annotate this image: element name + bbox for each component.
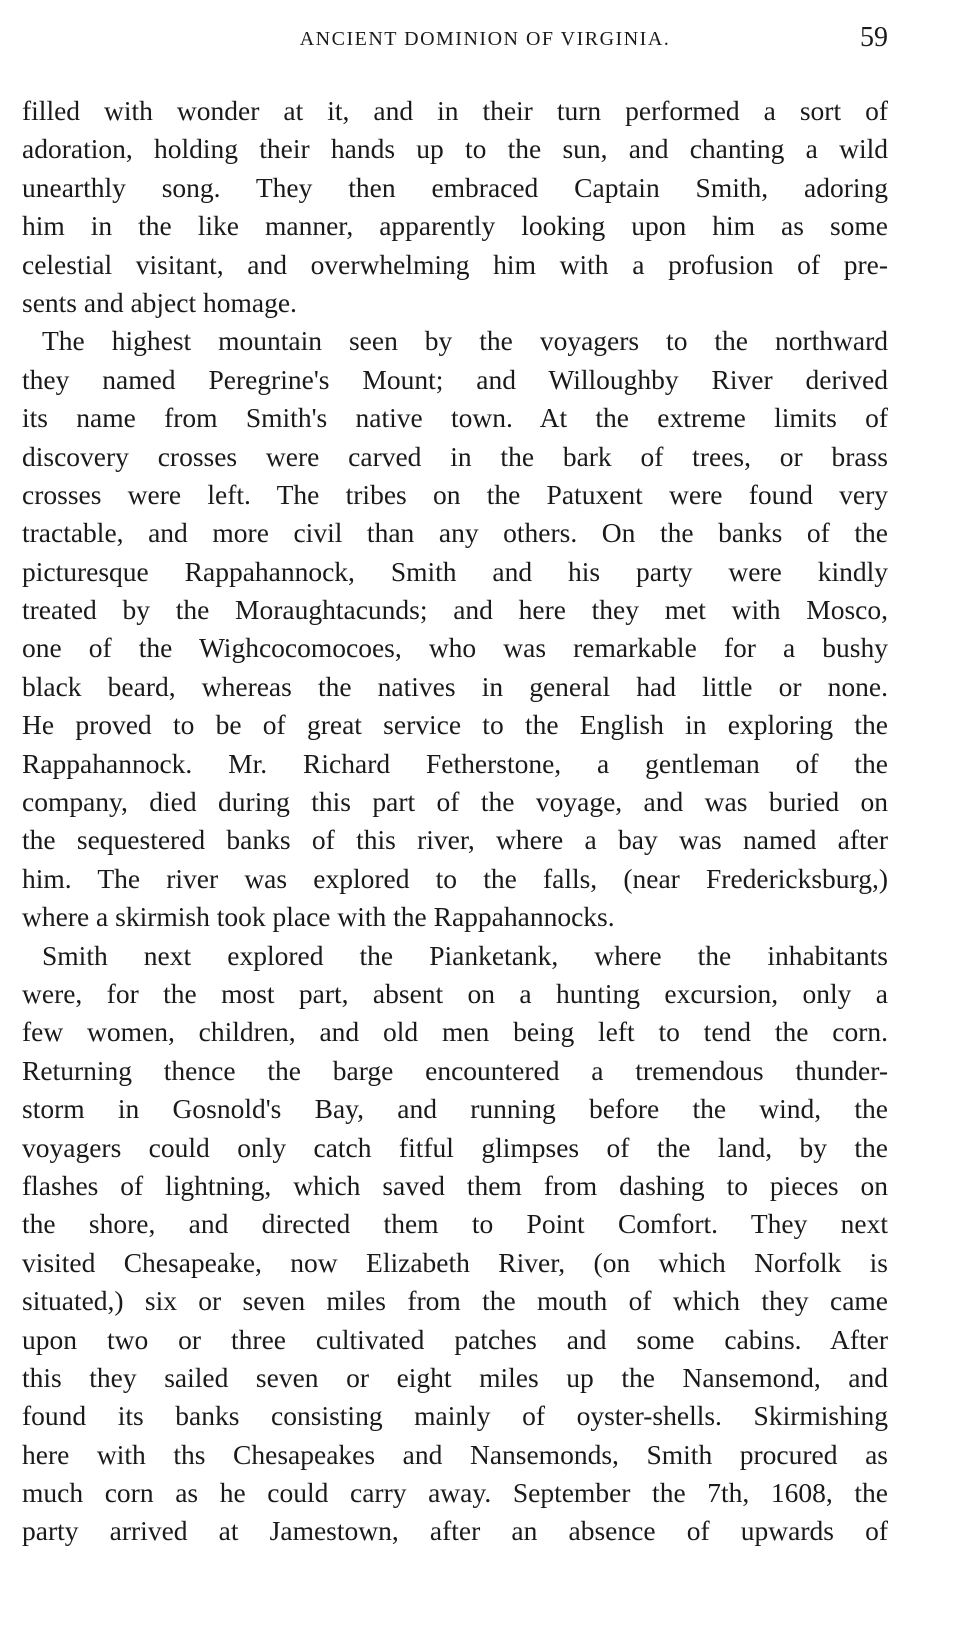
text-line: voyagers could only catch fitful glimpses of the land, by the	[22, 1131, 888, 1163]
text-line: unearthly song. They then embraced Captain Smith, adoring	[22, 171, 888, 203]
text-line: this they sailed seven or eight miles up the Nansemond, and	[22, 1361, 888, 1393]
text-line: storm in Gosnold's Bay, and running before the wind, the	[22, 1093, 888, 1125]
text-line: adoration, holding their hands up to the sun, and chanting a wild	[22, 133, 888, 165]
text-line: him in the like manner, apparently looking upon him as some	[22, 210, 888, 242]
paragraph	[22, 937, 888, 1551]
text-line: him. The river was explored to the falls, (near Fredericksburg,)	[22, 862, 888, 894]
text-line: treated by the Moraughtacunds; and here they met with Mosco,	[22, 594, 888, 626]
text-line: the sequestered banks of this river, where a bay was named after	[22, 824, 888, 856]
text-line: Returning thence the barge encountered a tremendous thunder-	[22, 1054, 888, 1086]
text-line: few women, children, and old men being left to tend the corn.	[22, 1016, 888, 1048]
text-line: discovery crosses were carved in the bark of trees, or brass	[22, 440, 888, 472]
text-line: flashes of lightning, which saved them from dashing to pieces on	[22, 1169, 888, 1201]
body-text	[22, 92, 888, 1551]
text-line: they named Peregrine's Mount; and Willoughby River derived	[22, 363, 888, 395]
text-line: situated,) six or seven miles from the mouth of which they came	[22, 1285, 888, 1317]
text-line: the shore, and directed them to Point Comfort. They next	[22, 1208, 888, 1240]
text-line: party arrived at Jamestown, after an absence of upwards of	[22, 1515, 888, 1547]
text-line: where a skirmish took place with the Rappahannocks.	[22, 901, 615, 933]
text-line: here with ths Chesapeakes and Nansemonds, Smith procured as	[22, 1438, 888, 1470]
text-line: found its banks consisting mainly of oyster-shells. Skirmishing	[22, 1400, 888, 1432]
text-line: company, died during this part of the voyage, and was buried on	[22, 786, 888, 818]
text-line: Rappahannock. Mr. Richard Fetherstone, a gentleman of the	[22, 747, 888, 779]
text-line: crosses were left. The tribes on the Patuxent were found very	[22, 478, 888, 510]
text-line: black beard, whereas the natives in general had little or none.	[22, 670, 888, 702]
text-line: visited Chesapeake, now Elizabeth River, (on which Norfolk is	[22, 1246, 888, 1278]
text-line: celestial visitant, and overwhelming him with a profusion of pre-	[22, 248, 888, 280]
paragraph	[22, 322, 888, 936]
text-line: sents and abject homage.	[22, 286, 297, 318]
text-line: He proved to be of great service to the English in exploring the	[22, 709, 888, 741]
text-line: filled with wonder at it, and in their turn performed a sort of	[22, 95, 888, 126]
text-line: one of the Wighcocomocoes, who was remarkable for a bushy	[22, 632, 888, 664]
text-line: tractable, and more civil than any others. On the banks of the	[22, 517, 888, 549]
page-number: 59	[860, 22, 888, 53]
paragraph	[22, 92, 888, 322]
text-line: The highest mountain seen by the voyagers to the northward	[42, 325, 888, 357]
text-line: Smith next explored the Pianketank, where the inhabitants	[42, 939, 888, 971]
book-page	[22, 18, 888, 1551]
text-line: were, for the most part, absent on a hunting excursion, only a	[22, 977, 888, 1009]
running-title: ANCIENT DOMINION OF VIRGINIA.	[299, 28, 671, 50]
text-line: upon two or three cultivated patches and some cabins. After	[22, 1323, 888, 1355]
text-line: its name from Smith's native town. At the extreme limits of	[22, 402, 888, 434]
text-line: picturesque Rappahannock, Smith and his party were kindly	[22, 555, 888, 587]
running-head	[22, 18, 888, 62]
text-line: much corn as he could carry away. September the 7th, 1608, the	[22, 1477, 888, 1509]
